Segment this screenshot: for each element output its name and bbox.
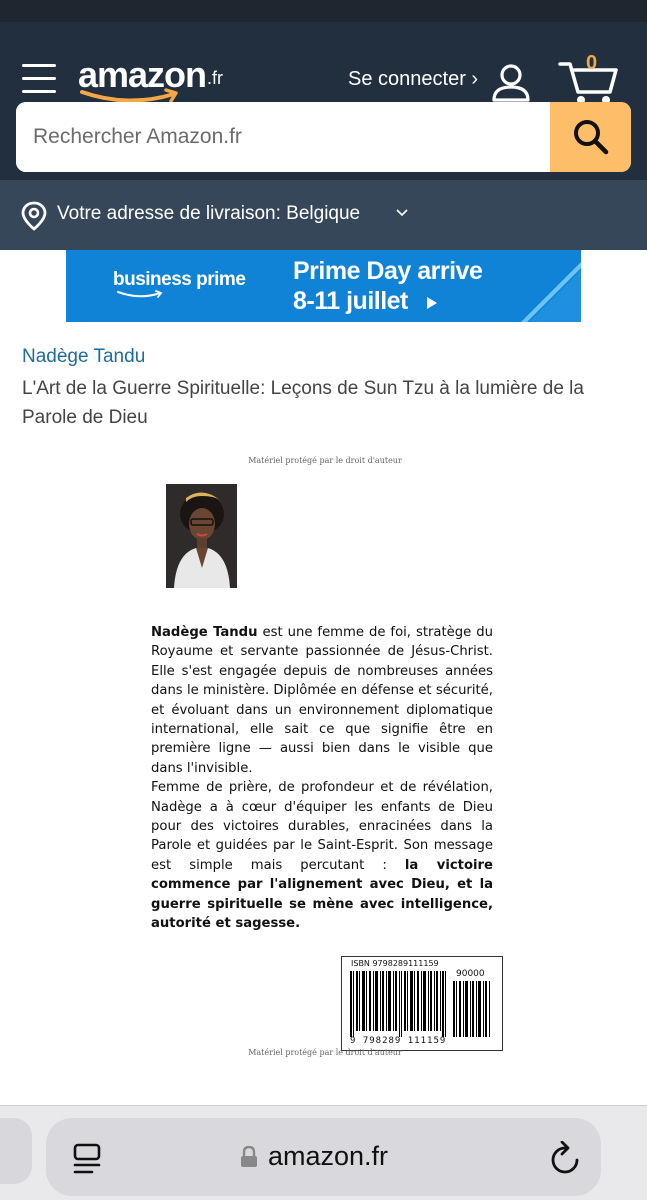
isbn-digits: 9 798289 111159 xyxy=(350,1036,447,1046)
book-preview-page[interactable] xyxy=(140,440,510,1070)
reader-mode-icon[interactable] xyxy=(72,1143,102,1175)
lock-icon xyxy=(240,1146,258,1168)
copyright-notice-top: Matériel protégé par le droit d'auteur xyxy=(248,456,402,465)
search-button[interactable] xyxy=(550,102,631,172)
price-code: 90000 xyxy=(456,969,485,979)
browser-bottom-bar xyxy=(0,1105,647,1200)
previous-tab[interactable] xyxy=(0,1118,32,1184)
banner-dates: 8-11 juillet xyxy=(293,287,408,315)
search-input[interactable] xyxy=(16,102,550,172)
author-link[interactable]: Nadège Tandu xyxy=(22,346,146,367)
address-bar[interactable] xyxy=(46,1118,601,1196)
business-prime-smile-icon xyxy=(116,290,166,300)
product-title: L'Art de la Guerre Spirituelle: Leçons de Sun Tzu à la lumière de la Parole de Dieu xyxy=(22,378,584,428)
delivery-address-bar[interactable] xyxy=(0,180,647,250)
status-bar xyxy=(0,0,647,22)
logo-tld: .fr xyxy=(207,68,223,88)
banner-headline: Prime Day arrive xyxy=(293,257,483,285)
reload-icon[interactable] xyxy=(550,1141,582,1175)
barcode-bars xyxy=(342,969,502,1039)
cart-count: 0 xyxy=(586,52,598,74)
menu-icon[interactable] xyxy=(22,64,56,94)
search-icon xyxy=(572,118,610,156)
isbn-label: ISBN 9798289111159 xyxy=(351,959,439,968)
logo-text: amazon xyxy=(78,54,207,95)
author-photo xyxy=(166,484,237,588)
bio-paragraph-2 xyxy=(151,778,493,933)
copyright-notice-bottom: Matériel protégé par le droit d'auteur xyxy=(248,1048,402,1057)
bio-bold-message: la victoire commence par l'alignement avec Dieu, et la guerre spirituelle se mène avec intelligence, autorité et sagesse. xyxy=(151,857,493,932)
author-portrait-image xyxy=(166,484,237,588)
isbn-barcode xyxy=(341,956,503,1051)
location-pin-icon xyxy=(21,201,47,231)
play-arrow-icon xyxy=(426,296,438,310)
user-icon[interactable] xyxy=(490,62,532,104)
banner-stripe xyxy=(481,250,581,322)
bio-author-name: Nadège Tandu xyxy=(151,625,258,640)
bio-text-1: est une femme de foi, stratège du Royaume et servante passionnée de Jésus-Christ. Elle s'est engagée depuis de nombreuses années dans le ministère. Diplômée en défense et sécurité, et évoluant dans un environnement diplomatique international, elle sait ce que signifie être en première ligne — aussi bien dans le visible que dans l'invisible. xyxy=(151,625,493,776)
bio-paragraph-1 xyxy=(151,623,493,778)
author-bio xyxy=(151,623,493,934)
search-bar xyxy=(16,102,631,172)
cart-button[interactable] xyxy=(558,52,620,106)
signin-link[interactable]: Se connecter › xyxy=(348,68,479,90)
chevron-down-icon xyxy=(396,209,408,217)
url-text: amazon.fr xyxy=(268,1141,389,1171)
bio-text-2: Femme de prière, de profondeur et de révélation, Nadège a à cœur d'équiper les enfants de Dieu pour des victoires durables, enracinées dans la Parole et guidées par le Saint-Esprit. Son message est simple mais percutant : xyxy=(151,780,493,873)
delivery-label: Votre adresse de livraison: Belgique xyxy=(57,203,361,224)
prime-day-banner[interactable] xyxy=(66,250,581,322)
business-prime-logo: business prime xyxy=(113,269,246,290)
